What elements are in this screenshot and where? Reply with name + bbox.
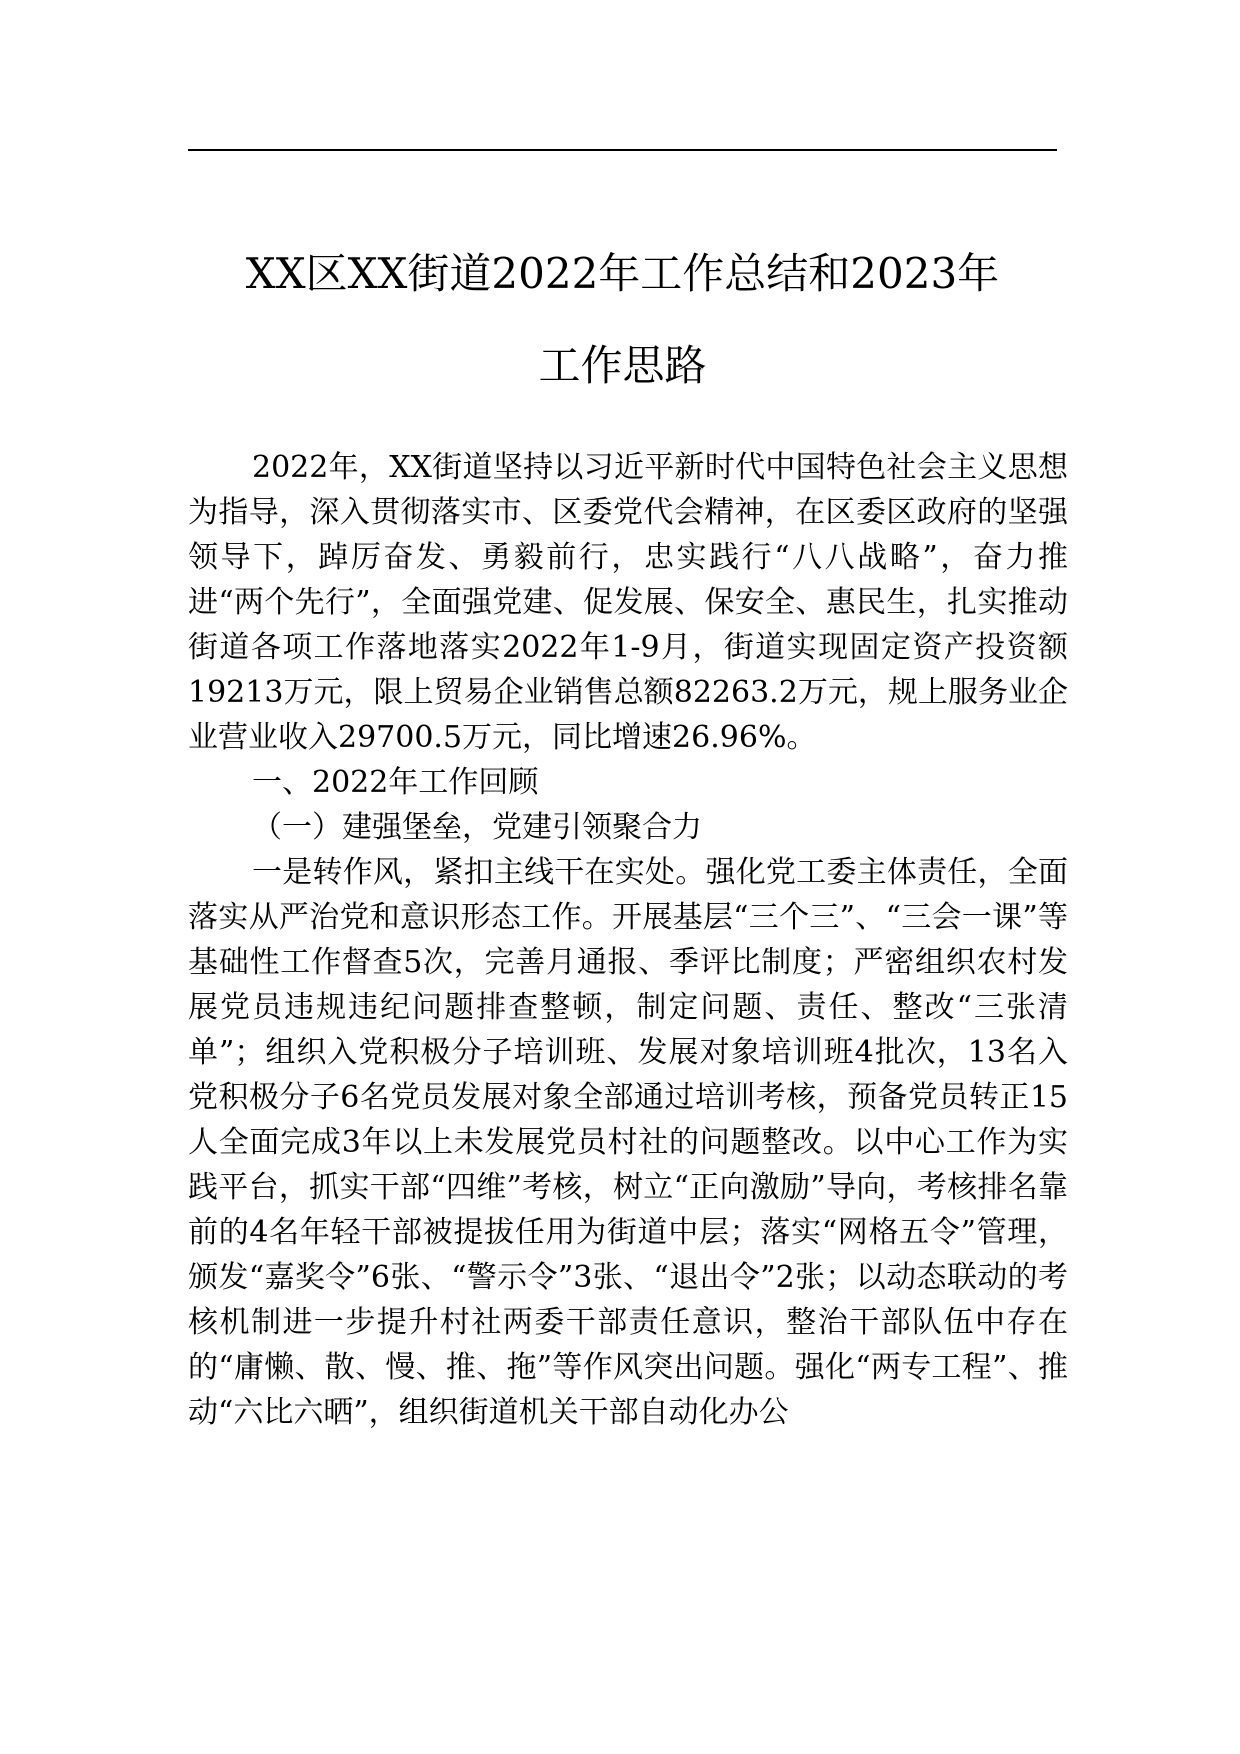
header-rule <box>188 149 1057 151</box>
subsection-heading: （一）建强堡垒，党建引领聚合力 <box>252 810 702 845</box>
section-heading: 一、2022年工作回顾 <box>252 765 539 800</box>
document-title <box>188 228 1057 412</box>
title-line-2: 工作思路 <box>538 341 707 390</box>
document-body <box>188 445 1068 1435</box>
intro-paragraph: 2022年，XX街道坚持以习近平新时代中国特色社会主义思想为指导，深入贯彻落实市、区委党代会精神，在区委区政府的坚强领导下，踔厉奋发、勇毅前行，忠实践行“八八战略”，奋力推进“两个先行”，全面强党建、促发展、保安全、惠民生，扎实推动街道各项工作落地落实2022年1-9月，街道实现固定资产投资额19213万元，限上贸易企业销售总额82263.2万元，规上服务业企业营业收入29700.5万元，同比增速26.96%。 <box>188 450 1068 755</box>
title-line-1: XX区XX街道2022年工作总结和2023年 <box>245 249 1000 298</box>
body-paragraph: 一是转作风，紧扣主线干在实处。强化党工委主体责任，全面落实从严治党和意识形态工作。开展基层“三个三”、“三会一课”等基础性工作督查5次，完善月通报、季评比制度；严密组织农村发展党员违规违纪问题排查整顿，制定问题、责任、整改“三张清单”；组织入党积极分子培训班、发展对象培训班4批次，13名入党积极分子6名党员发展对象全部通过培训考核，预备党员转正15人全面完成3年以上未发展党员村社的问题整改。以中心工作为实践平台，抓实干部“四维”考核，树立“正向激励”导向，考核排名靠前的4名年轻干部被提拔任用为街道中层；落实“网格五令”管理，颁发“嘉奖令”6张、“警示令”3张、“退出令”2张；以动态联动的考核机制进一步提升村社两委干部责任意识，整治干部队伍中存在的“庸懒、散、慢、推、拖”等作风突出问题。强化“两专工程”、推动“六比六晒”，组织街道机关干部自动化办公 <box>188 855 1068 1430</box>
